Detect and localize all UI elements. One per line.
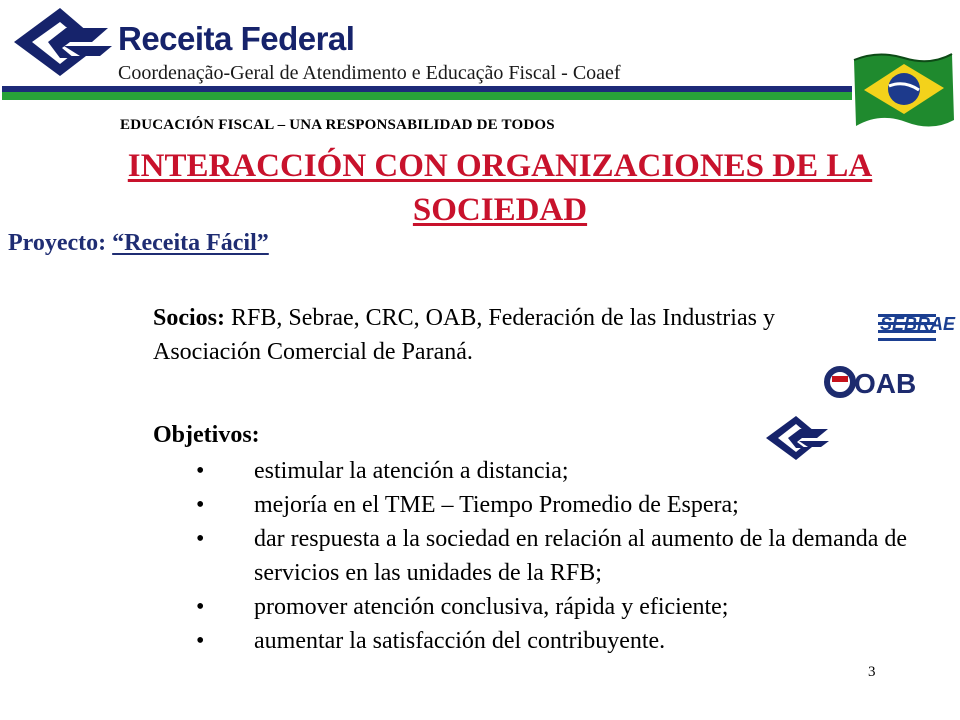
- objectives-title: Objetivos:: [153, 422, 260, 448]
- objective-text: estimular la atención a distancia;: [254, 458, 569, 484]
- receita-federal-logo-icon: [8, 2, 120, 80]
- objective-text: mejoría en el TME – Tiempo Promedio de Espera;: [254, 492, 739, 518]
- list-item: [196, 624, 956, 658]
- bullet-icon: •: [196, 492, 205, 518]
- brand-name: Receita Federal: [118, 20, 355, 57]
- partners-label: Socios:: [153, 305, 225, 331]
- list-item: [196, 488, 956, 522]
- partners-paragraph: [153, 301, 853, 369]
- bullet-icon: •: [196, 458, 205, 484]
- page-number: 3: [868, 664, 876, 680]
- bullet-icon: •: [196, 526, 205, 552]
- partners-text: RFB, Sebrae, CRC, OAB, Federación de las Industrias y Asociación Comercial de Paraná.: [153, 305, 775, 365]
- brazil-flag-icon: [848, 46, 958, 134]
- oab-logo-icon: [824, 362, 917, 402]
- oab-logo-text: OAB: [854, 368, 917, 399]
- project-label: Proyecto:: [8, 230, 113, 256]
- coordination-subtitle: Coordenação-Geral de Atendimento e Educação Fiscal - Coaef: [118, 62, 621, 84]
- objectives-list: [196, 454, 956, 658]
- page-title: INTERACCIÓN CON ORGANIZACIONES DE LA SOCIEDAD: [127, 148, 873, 228]
- objective-text: aumentar la satisfacción del contribuyente.: [254, 628, 666, 654]
- list-item: [196, 590, 956, 624]
- sebrae-logo-icon: [876, 296, 956, 348]
- sebrae-logo-text: SEBRAE: [880, 314, 956, 334]
- list-item: [196, 522, 956, 590]
- bullet-icon: •: [196, 594, 205, 620]
- list-item: [196, 454, 956, 488]
- tagline: EDUCACIÓN FISCAL – UNA RESPONSABILIDAD DE TODOS: [120, 117, 555, 133]
- project-line: [8, 230, 269, 257]
- bullet-icon: •: [196, 628, 205, 654]
- project-name: “Receita Fácil”: [112, 230, 269, 256]
- objective-text: dar respuesta a la sociedad en relación al aumento de la demanda de servicios en las unidades de la RFB;: [254, 526, 908, 586]
- header-stripe: [2, 86, 852, 100]
- objective-text: promover atención conclusiva, rápida y eficiente;: [254, 594, 729, 620]
